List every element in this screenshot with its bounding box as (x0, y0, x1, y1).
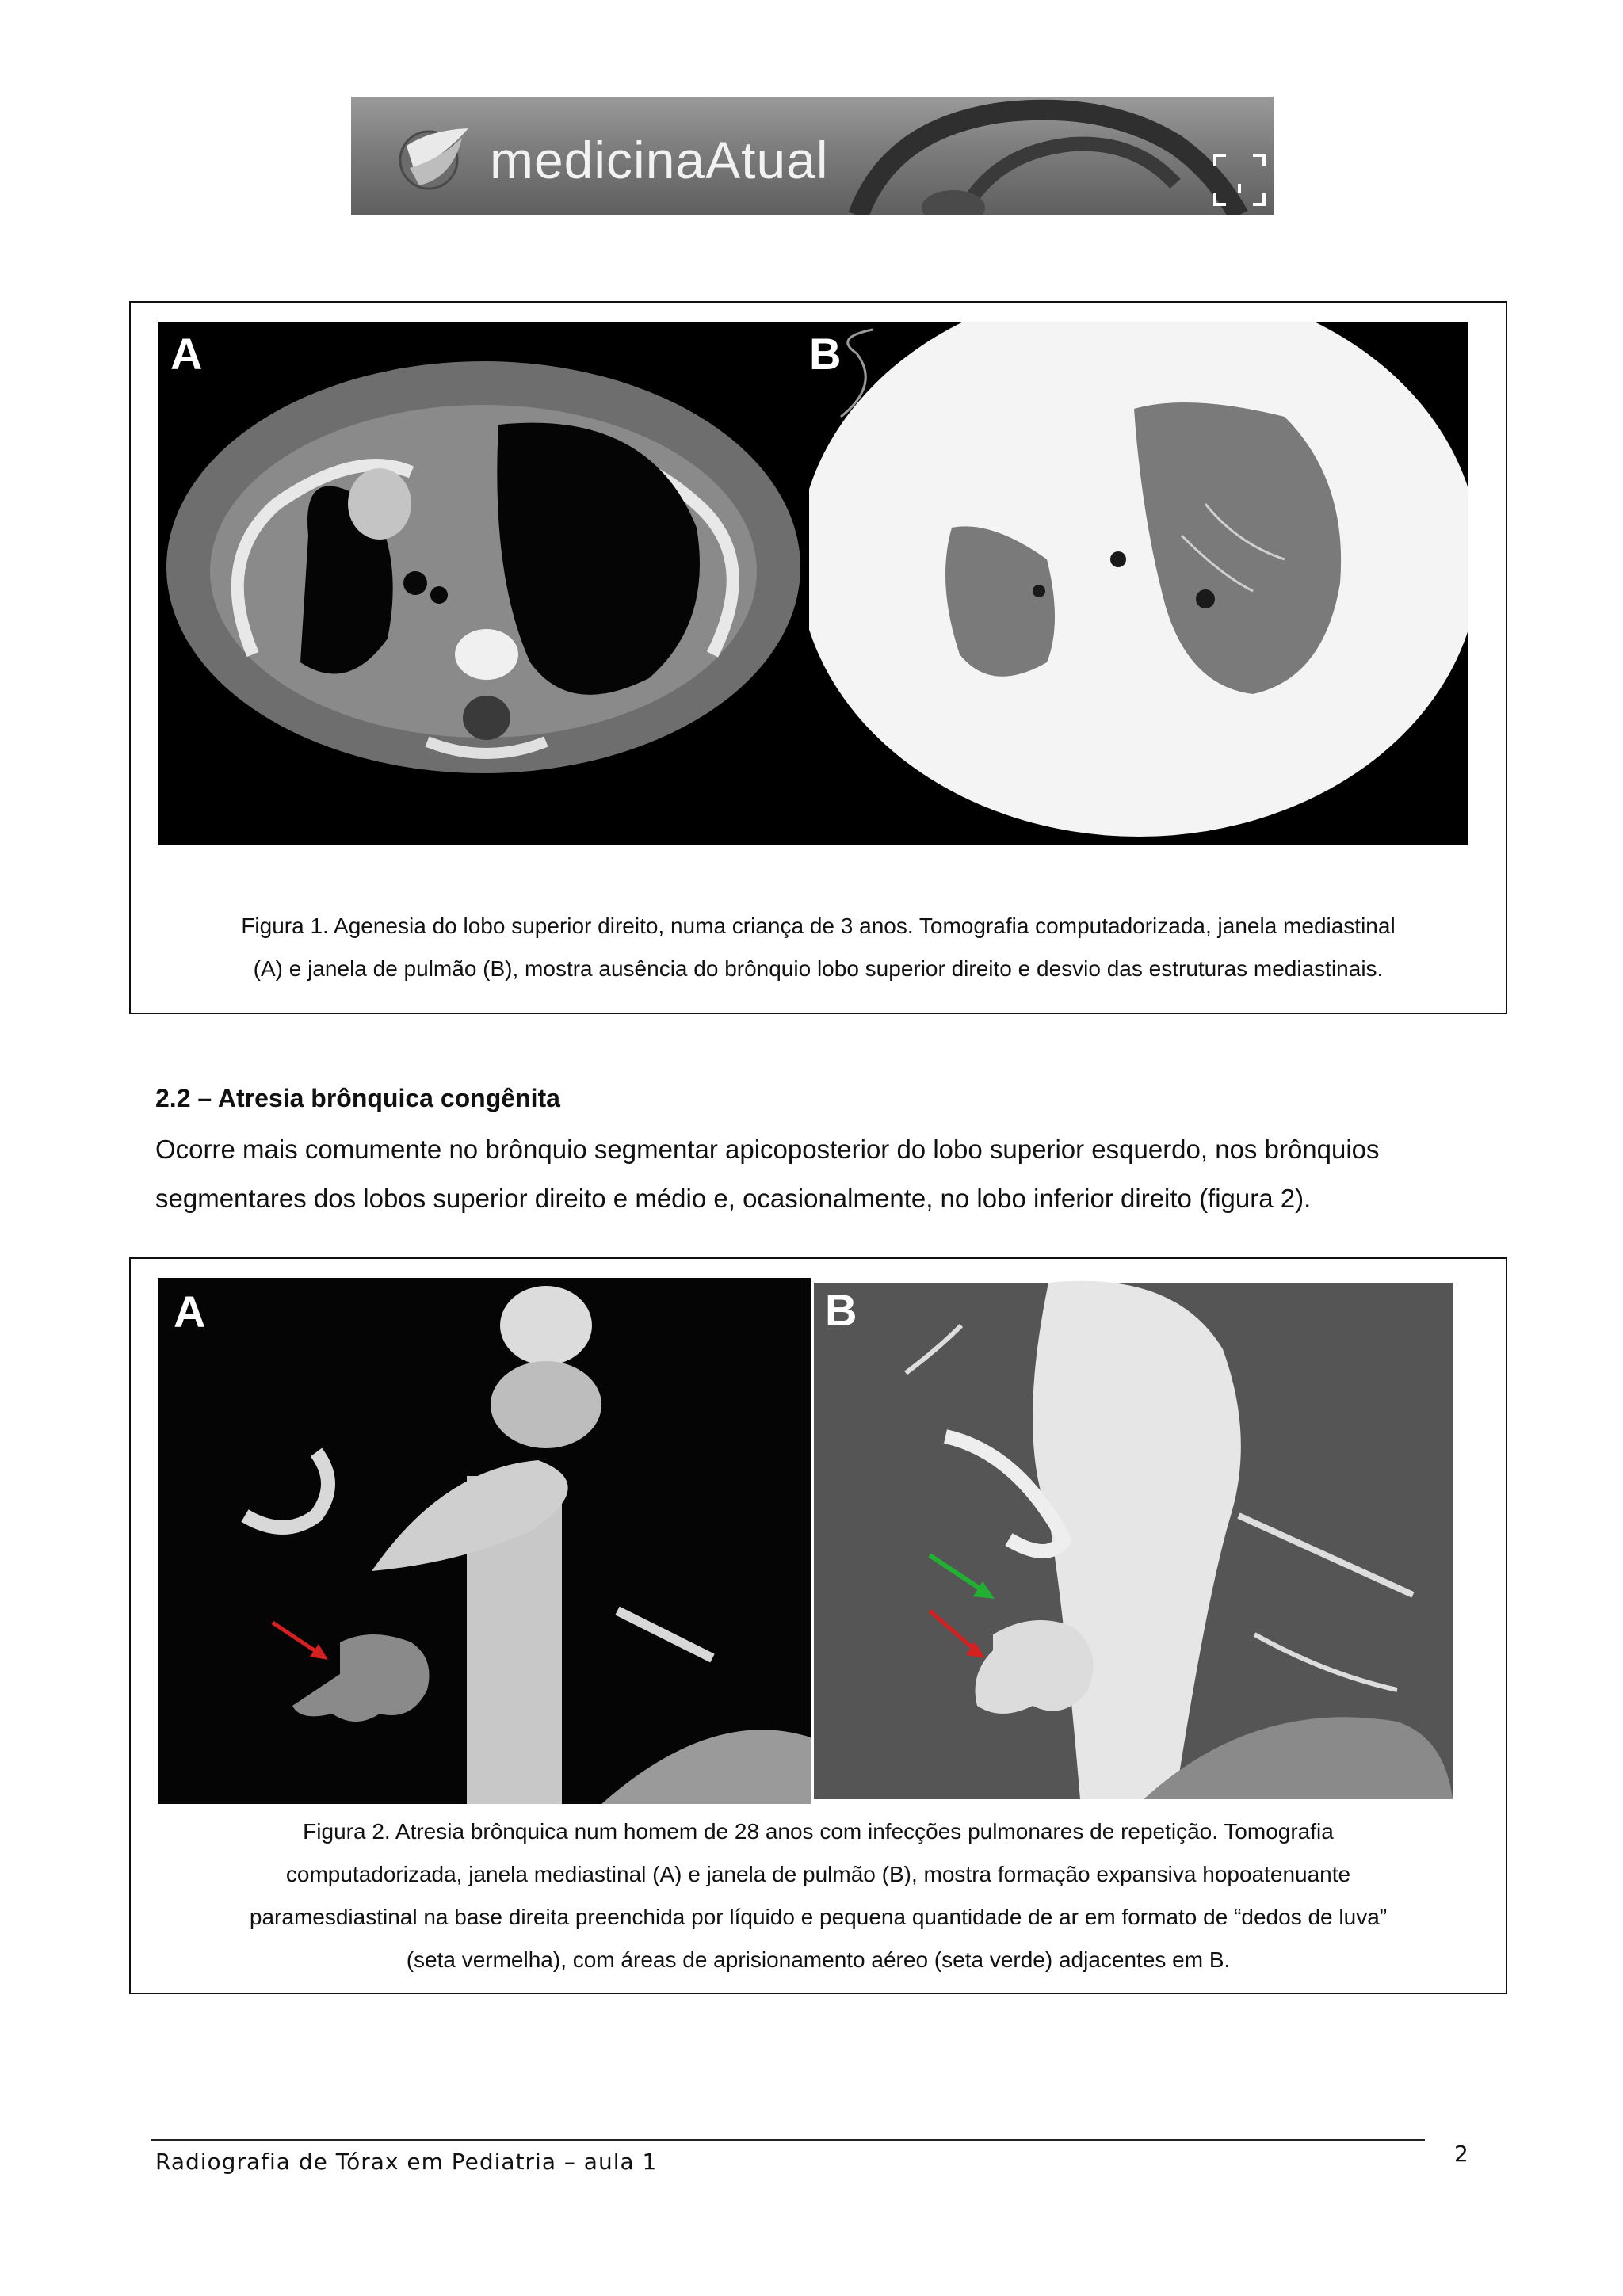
panel-a-label: A (170, 329, 203, 379)
ct-coronal-lung-window-image (811, 1278, 1457, 1804)
figure-1-caption-line-1: Figura 1. Agenesia do lobo superior direito, numa criança de 3 anos. Tomografia computadorizada, janela mediastinal (241, 913, 1396, 938)
panel-b-label: B (809, 329, 842, 379)
footer-course-title: Radiografia de Tórax em Pediatria – aula 1 (155, 2149, 658, 2175)
ct-lung-window-image (809, 322, 1468, 845)
medicina-atual-logo-icon (391, 122, 478, 193)
panel-b-label: B (825, 1285, 857, 1335)
figure-2-caption-line-1: Figura 2. Atresia brônquica num homem de 28 anos com infecções pulmonares de repetição. Tomografia (303, 1819, 1334, 1844)
figure-2-caption-line-2: computadorizada, janela mediastinal (A) e janela de pulmão (B), mostra formação expansiva hopoatenuante (285, 1862, 1351, 1886)
figure-2-panel-a (158, 1278, 811, 1804)
figure-2-caption-line-4: (seta vermelha), com áreas de aprisionamento aéreo (seta verde) adjacentes em B. (406, 1947, 1231, 1972)
section-body-line-1: Ocorre mais comumente no brônquio segmentar apicoposterior do lobo superior esquerdo, nos brônquios (155, 1135, 1380, 1164)
panel-a-label: A (174, 1287, 206, 1337)
figure-2-caption-line-3: paramesdiastinal na base direita preenchida por líquido e pequena quantidade de ar em formato de “dedos de luva” (249, 1905, 1388, 1929)
expand-corners-icon (1212, 152, 1267, 208)
ct-mediastinal-image (158, 322, 809, 845)
header-banner (351, 97, 1274, 215)
stethoscope-image (842, 97, 1274, 215)
ct-coronal-mediastinal-image (158, 1278, 811, 1804)
section-body-line-2: segmentares dos lobos superior direito e médio e, ocasionalmente, no lobo inferior direito (figura 2). (155, 1184, 1312, 1213)
figure-1-panel-a (158, 322, 809, 845)
section-heading: 2.2 – Atresia brônquica congênita (155, 1084, 560, 1112)
page-number: 2 (1454, 2141, 1468, 2167)
brand-name: medicinaAtual (490, 131, 829, 189)
footer-divider (151, 2139, 1425, 2141)
figure-1 (129, 301, 1507, 1014)
section-body (155, 1125, 1503, 1223)
figure-1-panel-b (809, 322, 1468, 845)
figure-1-caption-line-2: (A) e janela de pulmão (B), mostra ausência do brônquio lobo superior direito e desvio das estruturas mediastinais. (253, 956, 1384, 981)
figure-2-panel-b (811, 1278, 1457, 1804)
figure-2 (129, 1257, 1507, 1994)
